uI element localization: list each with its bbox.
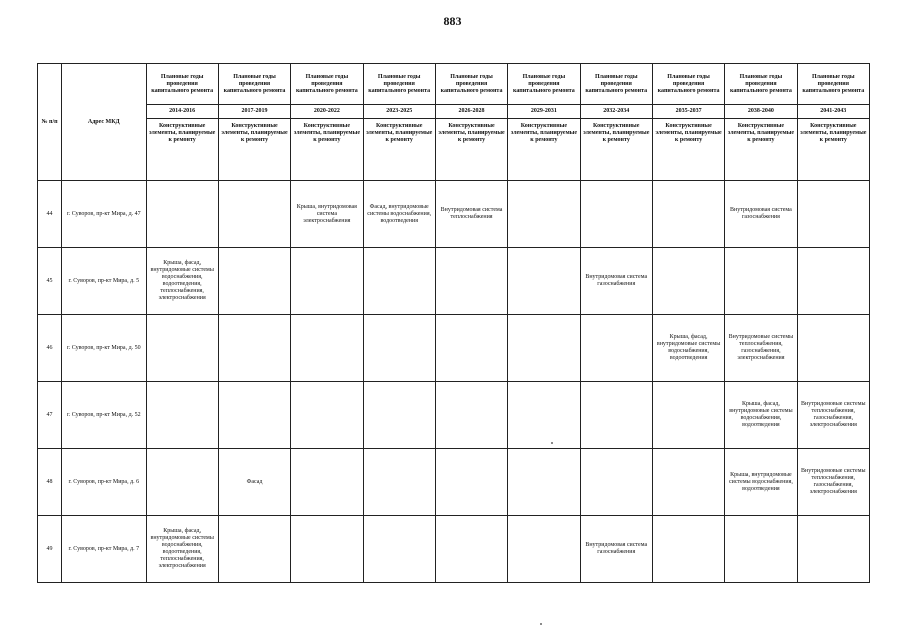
header-row-subheaders (38, 119, 870, 181)
period-title: Плановые годы проведения капитального ремонта (291, 64, 363, 105)
row-number: 45 (38, 248, 62, 315)
work-cell (146, 382, 218, 449)
scan-speck (540, 623, 542, 625)
scan-speck (551, 442, 553, 444)
header-row-years (38, 105, 870, 119)
work-cell: Внутридомовая система теплоснабжения (435, 181, 507, 248)
work-cell (508, 382, 580, 449)
period-subheader: Конструктивные элементы, планируемые к ремонту (291, 119, 363, 181)
work-cell (435, 248, 507, 315)
work-cell: Крыша, фасад, внутридомовые системы водоснабжения, водоотведения, теплоснабжения, электроснабжения (146, 516, 218, 583)
row-number: 46 (38, 315, 62, 382)
work-cell (725, 248, 797, 315)
work-cell: Внутридомовая система газоснабжения (580, 516, 652, 583)
period-title: Плановые годы проведения капитального ремонта (146, 64, 218, 105)
period-title: Плановые годы проведения капитального ремонта (580, 64, 652, 105)
work-cell (218, 248, 290, 315)
row-address: г. Суворов, пр-кт Мира, д. 7 (62, 516, 146, 583)
work-cell (580, 181, 652, 248)
work-cell (508, 449, 580, 516)
work-cell (725, 516, 797, 583)
work-cell: Внутридомовая система газоснабжения (580, 248, 652, 315)
period-subheader: Конструктивные элементы, планируемые к ремонту (363, 119, 435, 181)
page-number: 883 (443, 14, 462, 28)
work-cell (218, 516, 290, 583)
work-cell (652, 449, 724, 516)
table-row (38, 315, 870, 382)
period-title: Плановые годы проведения капитального ремонта (218, 64, 290, 105)
work-cell: Крыша, фасад, внутридомовые системы водоснабжения, водоотведения (725, 382, 797, 449)
work-cell (435, 516, 507, 583)
row-address: г. Суворов, пр-кт Мира, д. 5 (62, 248, 146, 315)
work-cell (146, 315, 218, 382)
row-number: 44 (38, 181, 62, 248)
work-cell: Внутридомовые системы теплоснабжения, газоснабжения, электроснабжения (725, 315, 797, 382)
work-cell (652, 382, 724, 449)
num-column-header: № п/п (38, 64, 62, 181)
work-cell: Крыша, внутридомовая система электроснабжения (291, 181, 363, 248)
period-years: 2014-2016 (146, 105, 218, 119)
work-cell (363, 315, 435, 382)
header-row-titles (38, 64, 870, 105)
row-number: 48 (38, 449, 62, 516)
table-row (38, 449, 870, 516)
row-address: г. Суворов, пр-кт Мира, д. 47 (62, 181, 146, 248)
work-cell: Внутридомовая система газоснабжения (725, 181, 797, 248)
period-subheader: Конструктивные элементы, планируемые к ремонту (508, 119, 580, 181)
work-cell (435, 315, 507, 382)
work-cell: Внутридомовые системы теплоснабжения, газоснабжения, электроснабжения (797, 382, 869, 449)
work-cell (652, 516, 724, 583)
row-number: 47 (38, 382, 62, 449)
work-cell (435, 449, 507, 516)
period-years: 2026-2028 (435, 105, 507, 119)
work-cell (218, 181, 290, 248)
period-title: Плановые годы проведения капитального ремонта (652, 64, 724, 105)
work-cell: Фасад, внутридомовые системы водоснабжения, водоотведения (363, 181, 435, 248)
work-cell (797, 516, 869, 583)
table-body (38, 181, 870, 583)
capital-repair-table (37, 63, 870, 583)
period-years: 2038-2040 (725, 105, 797, 119)
period-subheader: Конструктивные элементы, планируемые к ремонту (797, 119, 869, 181)
table-header (38, 64, 870, 181)
work-cell (580, 449, 652, 516)
work-cell (291, 516, 363, 583)
period-subheader: Конструктивные элементы, планируемые к ремонту (725, 119, 797, 181)
work-cell: Фасад (218, 449, 290, 516)
period-subheader: Конструктивные элементы, планируемые к ремонту (146, 119, 218, 181)
period-subheader: Конструктивные элементы, планируемые к ремонту (435, 119, 507, 181)
work-cell (580, 382, 652, 449)
period-title: Плановые годы проведения капитального ремонта (725, 64, 797, 105)
work-cell (797, 315, 869, 382)
row-address: г. Суворов, пр-кт Мира, д. 50 (62, 315, 146, 382)
work-cell (146, 181, 218, 248)
period-title: Плановые годы проведения капитального ремонта (508, 64, 580, 105)
table-row (38, 382, 870, 449)
work-cell (652, 248, 724, 315)
work-cell: Крыша, фасад, внутридомовые системы водоснабжения, водоотведения, теплоснабжения, электроснабжения (146, 248, 218, 315)
period-years: 2029-2031 (508, 105, 580, 119)
period-years: 2035-2037 (652, 105, 724, 119)
work-cell (218, 315, 290, 382)
row-address: г. Суворов, пр-кт Мира, д. 52 (62, 382, 146, 449)
work-cell (580, 315, 652, 382)
work-cell (363, 248, 435, 315)
work-cell (291, 382, 363, 449)
work-cell (363, 449, 435, 516)
work-cell (291, 315, 363, 382)
table-row (38, 248, 870, 315)
period-title: Плановые годы проведения капитального ремонта (363, 64, 435, 105)
work-cell: Внутридомовые системы теплоснабжения, газоснабжения, электроснабжения (797, 449, 869, 516)
table-row (38, 516, 870, 583)
work-cell (508, 248, 580, 315)
period-years: 2017-2019 (218, 105, 290, 119)
work-cell (291, 248, 363, 315)
period-title: Плановые годы проведения капитального ремонта (435, 64, 507, 105)
work-cell (797, 248, 869, 315)
work-cell (508, 181, 580, 248)
period-years: 2032-2034 (580, 105, 652, 119)
work-cell (291, 449, 363, 516)
row-address: г. Суворов, пр-кт Мира, д. 6 (62, 449, 146, 516)
address-column-header: Адрес МКД (62, 64, 146, 181)
work-cell (218, 382, 290, 449)
period-years: 2041-2043 (797, 105, 869, 119)
row-number: 49 (38, 516, 62, 583)
table-row (38, 181, 870, 248)
period-years: 2020-2022 (291, 105, 363, 119)
period-years: 2023-2025 (363, 105, 435, 119)
work-cell (508, 516, 580, 583)
work-cell (435, 382, 507, 449)
work-cell (797, 181, 869, 248)
work-cell (363, 516, 435, 583)
work-cell (363, 382, 435, 449)
work-cell (508, 315, 580, 382)
work-cell: Крыша, фасад, внутридомовые системы водоснабжения, водоотведения (652, 315, 724, 382)
work-cell (146, 449, 218, 516)
work-cell (652, 181, 724, 248)
period-title: Плановые годы проведения капитального ремонта (797, 64, 869, 105)
work-cell: Крыша, внутридомовые системы водоснабжения, водоотведения (725, 449, 797, 516)
period-subheader: Конструктивные элементы, планируемые к ремонту (580, 119, 652, 181)
period-subheader: Конструктивные элементы, планируемые к ремонту (218, 119, 290, 181)
period-subheader: Конструктивные элементы, планируемые к ремонту (652, 119, 724, 181)
